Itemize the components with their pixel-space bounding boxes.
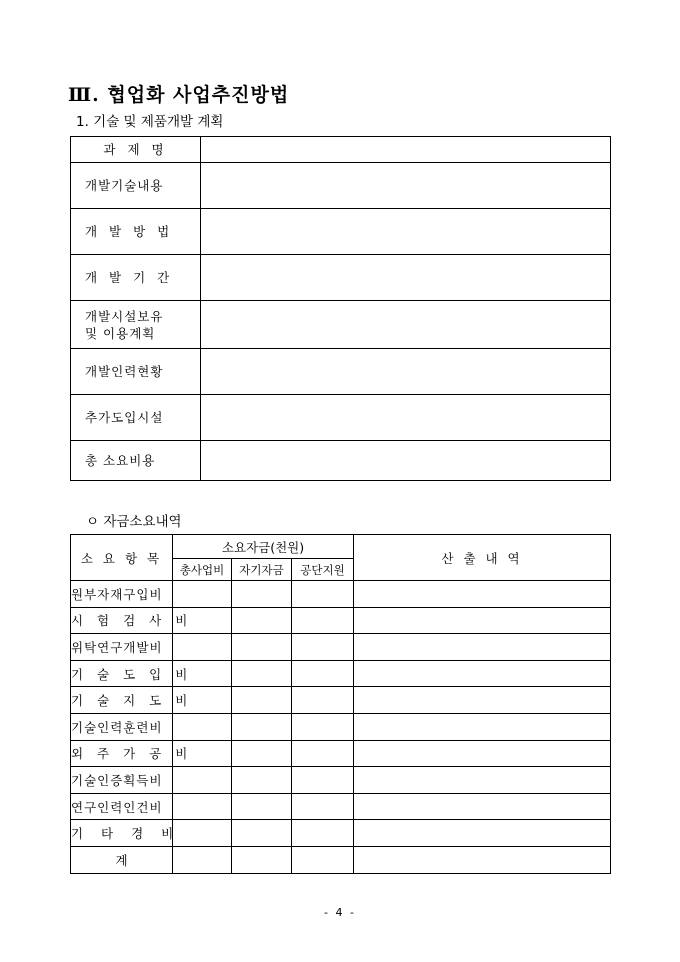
header-row — [71, 535, 611, 559]
fund-item-label: 기술인증획득비 — [71, 767, 173, 794]
cell[interactable] — [173, 846, 232, 873]
cell[interactable] — [354, 846, 611, 873]
row-value[interactable] — [201, 301, 611, 349]
cell[interactable] — [232, 687, 292, 714]
row-label: 총 소요비용 — [71, 441, 201, 481]
row-value[interactable] — [201, 395, 611, 441]
fund-item-label: 외 주 가 공 비 — [71, 740, 173, 767]
section-title: Ⅲ. 협업화 사업추진방법 — [68, 84, 290, 106]
row-label: 과 제 명 — [71, 137, 201, 163]
cell[interactable] — [354, 767, 611, 794]
header-own: 자기자금 — [232, 559, 292, 581]
fund-item-label: 기 타 경 비 — [71, 820, 173, 847]
row-value[interactable] — [201, 255, 611, 301]
cell[interactable] — [354, 820, 611, 847]
cell[interactable] — [292, 820, 354, 847]
row-label-line: 및 이용계획 — [85, 325, 156, 341]
cell[interactable] — [232, 846, 292, 873]
cell[interactable] — [292, 687, 354, 714]
row-value[interactable] — [201, 137, 611, 163]
cell[interactable] — [354, 687, 611, 714]
cell[interactable] — [292, 740, 354, 767]
cell[interactable] — [354, 660, 611, 687]
cell[interactable] — [292, 846, 354, 873]
fund-item-label: 기 술 지 도 비 — [71, 687, 173, 714]
subsection-title-plan: 1. 기술 및 제품개발 계획 — [76, 114, 224, 130]
cell[interactable] — [232, 820, 292, 847]
total-row — [71, 846, 611, 873]
table-row — [71, 820, 611, 847]
table-row — [71, 607, 611, 634]
cell[interactable] — [354, 740, 611, 767]
table-row — [71, 349, 611, 395]
header-calc: 산 출 내 역 — [354, 535, 611, 581]
table-row — [71, 793, 611, 820]
cell[interactable] — [173, 581, 232, 608]
fund-item-label: 연구인력인건비 — [71, 793, 173, 820]
cell[interactable] — [232, 713, 292, 740]
table-row — [71, 301, 611, 349]
table-row — [71, 660, 611, 687]
cell[interactable] — [354, 713, 611, 740]
fund-item-label: 시 험 검 사 비 — [71, 607, 173, 634]
header-total: 총사업비 — [173, 559, 232, 581]
fund-item-label: 기 술 도 입 비 — [71, 660, 173, 687]
row-label-line: 개발시설보유 — [85, 308, 164, 324]
cell[interactable] — [232, 607, 292, 634]
table-row — [71, 767, 611, 794]
table-row — [71, 209, 611, 255]
cell[interactable] — [354, 634, 611, 661]
cell[interactable] — [292, 767, 354, 794]
row-value[interactable] — [201, 349, 611, 395]
row-label — [71, 301, 201, 349]
cell[interactable] — [354, 581, 611, 608]
cell[interactable] — [232, 767, 292, 794]
row-value[interactable] — [201, 163, 611, 209]
row-label: 개 발 기 간 — [71, 255, 201, 301]
subsection-title-funds: ㅇ 자금소요내역 — [86, 514, 182, 530]
fund-item-label: 기술인력훈련비 — [71, 713, 173, 740]
cell[interactable] — [232, 634, 292, 661]
cell[interactable] — [232, 581, 292, 608]
page-number: - 4 - — [324, 906, 356, 919]
cell[interactable] — [173, 820, 232, 847]
cell[interactable] — [232, 740, 292, 767]
cell[interactable] — [354, 607, 611, 634]
row-label: 개발인력현황 — [71, 349, 201, 395]
cell[interactable] — [173, 767, 232, 794]
table-row — [71, 163, 611, 209]
table-row — [71, 255, 611, 301]
cell[interactable] — [354, 793, 611, 820]
cell[interactable] — [292, 581, 354, 608]
cell[interactable] — [173, 634, 232, 661]
cell[interactable] — [232, 660, 292, 687]
cell[interactable] — [292, 607, 354, 634]
table-row — [71, 634, 611, 661]
table-row — [71, 740, 611, 767]
table-row — [71, 713, 611, 740]
table-row — [71, 687, 611, 714]
cell[interactable] — [292, 660, 354, 687]
cell[interactable] — [292, 713, 354, 740]
fund-requirement-table — [70, 534, 611, 874]
cell[interactable] — [292, 793, 354, 820]
row-value[interactable] — [201, 209, 611, 255]
row-label: 개발기술내용 — [71, 163, 201, 209]
table-row — [71, 441, 611, 481]
table-row — [71, 581, 611, 608]
fund-item-label: 위탁연구개발비 — [71, 634, 173, 661]
header-agency: 공단지원 — [292, 559, 354, 581]
total-label: 계 — [71, 846, 173, 873]
development-plan-table — [70, 136, 611, 481]
cell[interactable] — [173, 793, 232, 820]
cell[interactable] — [292, 634, 354, 661]
table-row — [71, 395, 611, 441]
fund-item-label: 원부자재구입비 — [71, 581, 173, 608]
cell[interactable] — [173, 713, 232, 740]
row-label: 추가도입시설 — [71, 395, 201, 441]
header-funds: 소요자금(천원) — [173, 535, 354, 559]
cell[interactable] — [232, 793, 292, 820]
table-row — [71, 137, 611, 163]
row-label: 개 발 방 법 — [71, 209, 201, 255]
row-value[interactable] — [201, 441, 611, 481]
header-item: 소 요 항 목 — [71, 535, 173, 581]
